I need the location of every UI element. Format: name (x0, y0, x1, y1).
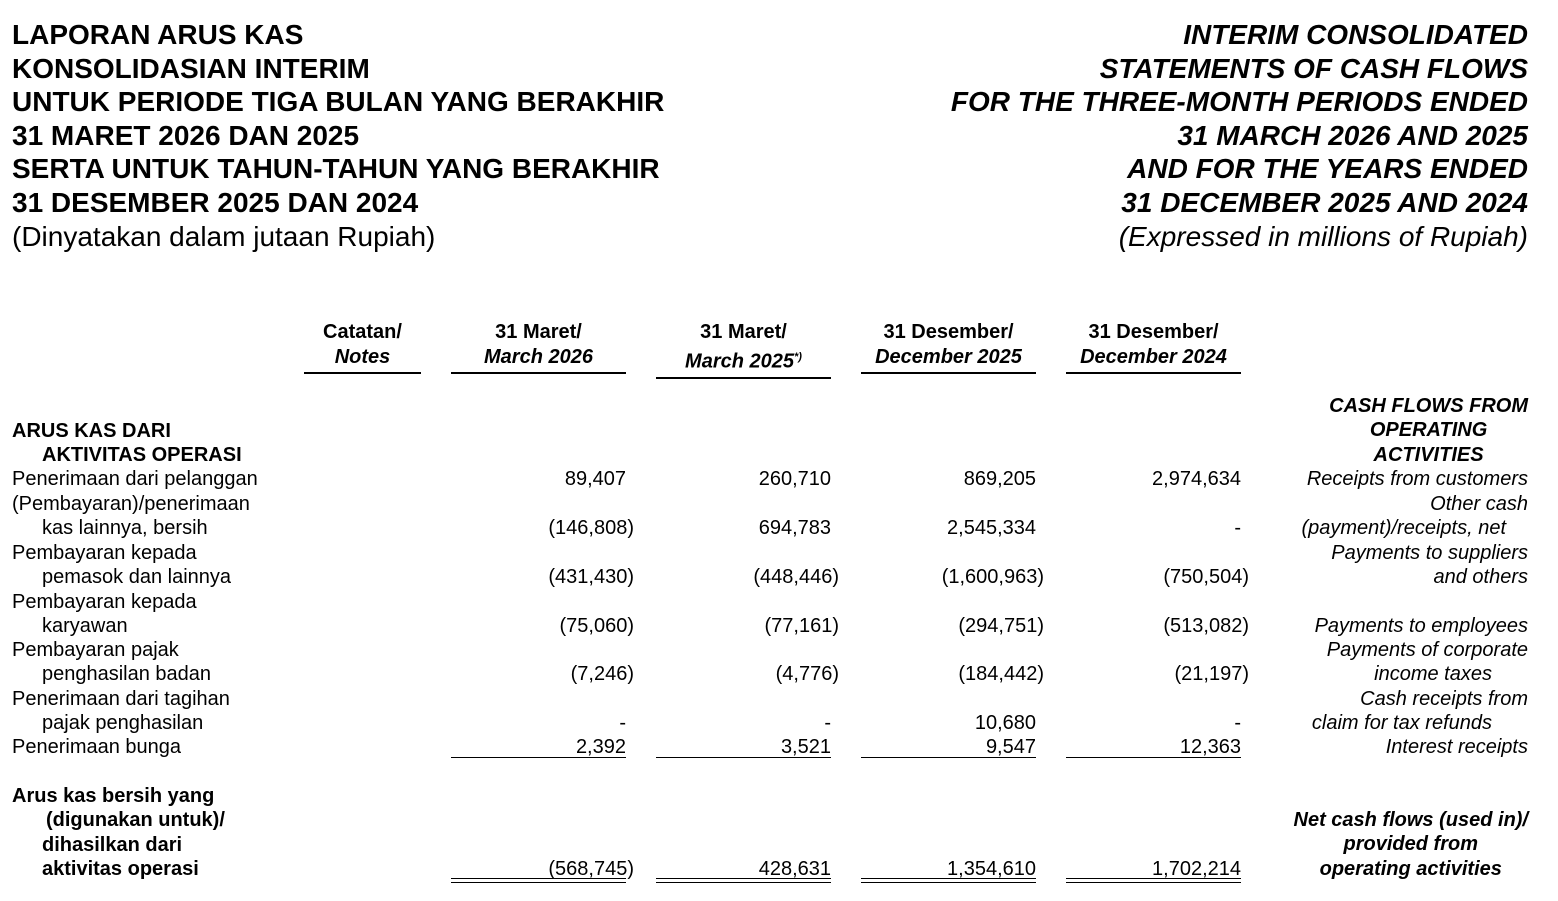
cell-march-2025: 260,710 (758, 468, 831, 490)
cell-march-2025: 3,521 (780, 736, 831, 758)
row-label-left (12, 687, 230, 736)
cell-march-2025: (448,446) (753, 566, 839, 588)
cell-march-2026: 89,407 (564, 468, 626, 490)
column-header-line: 31 Desember/ (1088, 321, 1219, 343)
section-heading-english (1329, 394, 1528, 467)
column-header-line: December 2024 (1080, 346, 1227, 368)
subtotal-underline (861, 757, 1036, 758)
column-header-line: 31 Maret/ (495, 321, 582, 343)
cell-march-2026: - (619, 712, 626, 734)
cell-december-2025: 2,545,334 (947, 517, 1036, 539)
currency-note: (Dinyatakan dalam jutaan Rupiah) (12, 220, 436, 252)
total-double-underline (1066, 878, 1241, 883)
row-label-right: Payments to employees (1314, 615, 1528, 637)
column-header-line: Catatan/ (323, 321, 402, 343)
column-header-line: March 2025 (685, 350, 794, 373)
cell-december-2025: (1,600,963) (941, 566, 1044, 588)
row-label-left: Penerimaan bunga (12, 736, 182, 758)
title-line: AND FOR THE YEARS ENDED (1127, 153, 1528, 185)
section-heading-indonesian (12, 419, 242, 468)
row-label-left (12, 638, 211, 687)
cell-december-2024: (513,082) (1163, 615, 1249, 637)
cell-december-2024: (750,504) (1163, 566, 1249, 588)
subtotal-underline (451, 757, 626, 758)
column-header-line: 31 Desember/ (883, 321, 1014, 343)
row-label-line: (Pembayaran)/penerimaan (12, 493, 250, 515)
title-english (951, 18, 1528, 253)
column-underline (451, 372, 626, 374)
column-underline (656, 377, 831, 379)
title-line: STATEMENTS OF CASH FLOWS (1099, 52, 1528, 84)
section-heading-line: ACTIVITIES (1373, 443, 1484, 466)
title-line: FOR THE THREE-MONTH PERIODS ENDED (950, 86, 1528, 118)
row-label-right (1327, 638, 1528, 687)
row-label-line: Penerimaan dari tagihan (12, 688, 230, 710)
total-label-right (1294, 808, 1528, 881)
total-double-underline (861, 878, 1036, 883)
row-label-line: and others (1433, 566, 1528, 589)
cell-december-2025: 9,547 (985, 736, 1036, 758)
total-label-line: aktivitas operasi (42, 858, 199, 881)
title-line: 31 DECEMBER 2025 AND 2024 (1121, 186, 1528, 218)
cell-march-2026: 2,392 (575, 736, 626, 758)
total-label-left (12, 784, 225, 882)
row-label-line: Pembayaran kepada (12, 542, 197, 564)
cell-december-2024: (21,197) (1174, 663, 1249, 685)
row-label-left (12, 492, 250, 541)
total-label-line: (digunakan untuk)/ (46, 809, 225, 832)
total-label-line: Arus kas bersih yang (12, 785, 215, 807)
row-label-line: karyawan (42, 615, 128, 638)
row-label-right (1312, 687, 1528, 736)
row-label-line: claim for tax refunds (1311, 712, 1492, 735)
currency-note: (Expressed in millions of Rupiah) (1118, 220, 1528, 252)
column-header-notes (304, 320, 421, 370)
total-label-line: operating activities (1319, 857, 1502, 880)
total-december-2025: 1,354,610 (947, 858, 1036, 880)
subtotal-underline (656, 757, 831, 758)
total-double-underline (656, 878, 831, 883)
total-label-line: provided from (1343, 833, 1478, 856)
column-header-line: 31 Maret/ (700, 321, 787, 343)
row-label-right: Receipts from customers (1306, 468, 1528, 490)
cell-december-2025: (294,751) (958, 615, 1044, 637)
column-header-line: December 2025 (875, 346, 1022, 368)
cell-march-2026: (431,430) (548, 566, 634, 588)
cell-march-2026: (7,246) (570, 663, 634, 685)
row-label-line: Payments to suppliers (1331, 542, 1528, 564)
cell-march-2025: - (824, 712, 831, 734)
row-label-left (12, 590, 197, 639)
cell-march-2025: (4,776) (775, 663, 839, 685)
total-double-underline (451, 878, 626, 883)
section-heading-line: CASH FLOWS FROM (1329, 395, 1528, 417)
column-header-line: Notes (334, 346, 391, 368)
total-december-2024: 1,702,214 (1152, 858, 1241, 880)
title-line: 31 DESEMBER 2025 DAN 2024 (12, 186, 419, 218)
row-label-line: penghasilan badan (42, 663, 212, 686)
cell-december-2024: 2,974,634 (1152, 468, 1241, 490)
cell-march-2026: (146,808) (548, 517, 634, 539)
cell-march-2026: (75,060) (559, 615, 634, 637)
row-label-line: Other cash (1430, 493, 1528, 515)
column-underline (1066, 372, 1241, 374)
title-line: 31 MARET 2026 DAN 2025 (12, 119, 360, 151)
section-heading-line: OPERATING (1369, 419, 1488, 442)
section-heading-line: AKTIVITAS OPERASI (42, 444, 242, 467)
cell-december-2025: 10,680 (974, 712, 1036, 734)
row-label-line: pemasok dan lainnya (42, 566, 232, 589)
column-header-december-2024 (1066, 320, 1241, 370)
subtotal-underline (1066, 757, 1241, 758)
cell-december-2024: 12,363 (1179, 736, 1241, 758)
title-line: UNTUK PERIODE TIGA BULAN YANG BERAKHIR (12, 86, 665, 118)
row-label-line: income taxes (1374, 663, 1492, 686)
cell-december-2025: (184,442) (958, 663, 1044, 685)
row-label-left (12, 541, 231, 590)
row-label-right: Interest receipts (1385, 736, 1528, 758)
total-march-2026: (568,745) (548, 858, 634, 880)
row-label-right (1301, 492, 1528, 541)
restated-mark: *) (794, 351, 802, 363)
column-header-line: March 2026 (484, 346, 593, 368)
column-header-december-2025 (861, 320, 1036, 370)
cell-december-2025: 869,205 (963, 468, 1036, 490)
title-line: SERTA UNTUK TAHUN-TAHUN YANG BERAKHIR (12, 153, 660, 185)
row-label-left: Penerimaan dari pelanggan (12, 468, 258, 490)
title-line: KONSOLIDASIAN INTERIM (12, 52, 370, 84)
column-underline (304, 372, 421, 374)
row-label-line: Pembayaran kepada (12, 591, 197, 613)
row-label-line: kas lainnya, bersih (42, 517, 208, 540)
total-label-line: Net cash flows (used in)/ (1293, 809, 1528, 831)
column-underline (861, 372, 1036, 374)
row-label-line: pajak penghasilan (42, 712, 204, 735)
cell-march-2025: 694,783 (758, 517, 831, 539)
cell-december-2024: - (1234, 517, 1241, 539)
cell-march-2025: (77,161) (764, 615, 839, 637)
total-label-line: dihasilkan dari (42, 833, 183, 856)
row-label-line: Payments of corporate (1326, 639, 1528, 661)
section-heading-line: ARUS KAS DARI (12, 420, 171, 442)
title-line: 31 MARCH 2026 AND 2025 (1177, 119, 1528, 151)
column-header-march-2026 (451, 320, 626, 370)
title-line: LAPORAN ARUS KAS (12, 19, 304, 50)
row-label-line: (payment)/receipts, net (1301, 517, 1506, 540)
title-indonesian (12, 18, 664, 253)
row-label-line: Cash receipts from (1360, 688, 1528, 710)
total-march-2025: 428,631 (758, 858, 831, 880)
row-label-right (1331, 541, 1528, 590)
column-header-march-2025 (656, 320, 831, 375)
row-label-line: Pembayaran pajak (12, 639, 179, 661)
cell-december-2024: - (1234, 712, 1241, 734)
title-line: INTERIM CONSOLIDATED (1183, 19, 1528, 50)
